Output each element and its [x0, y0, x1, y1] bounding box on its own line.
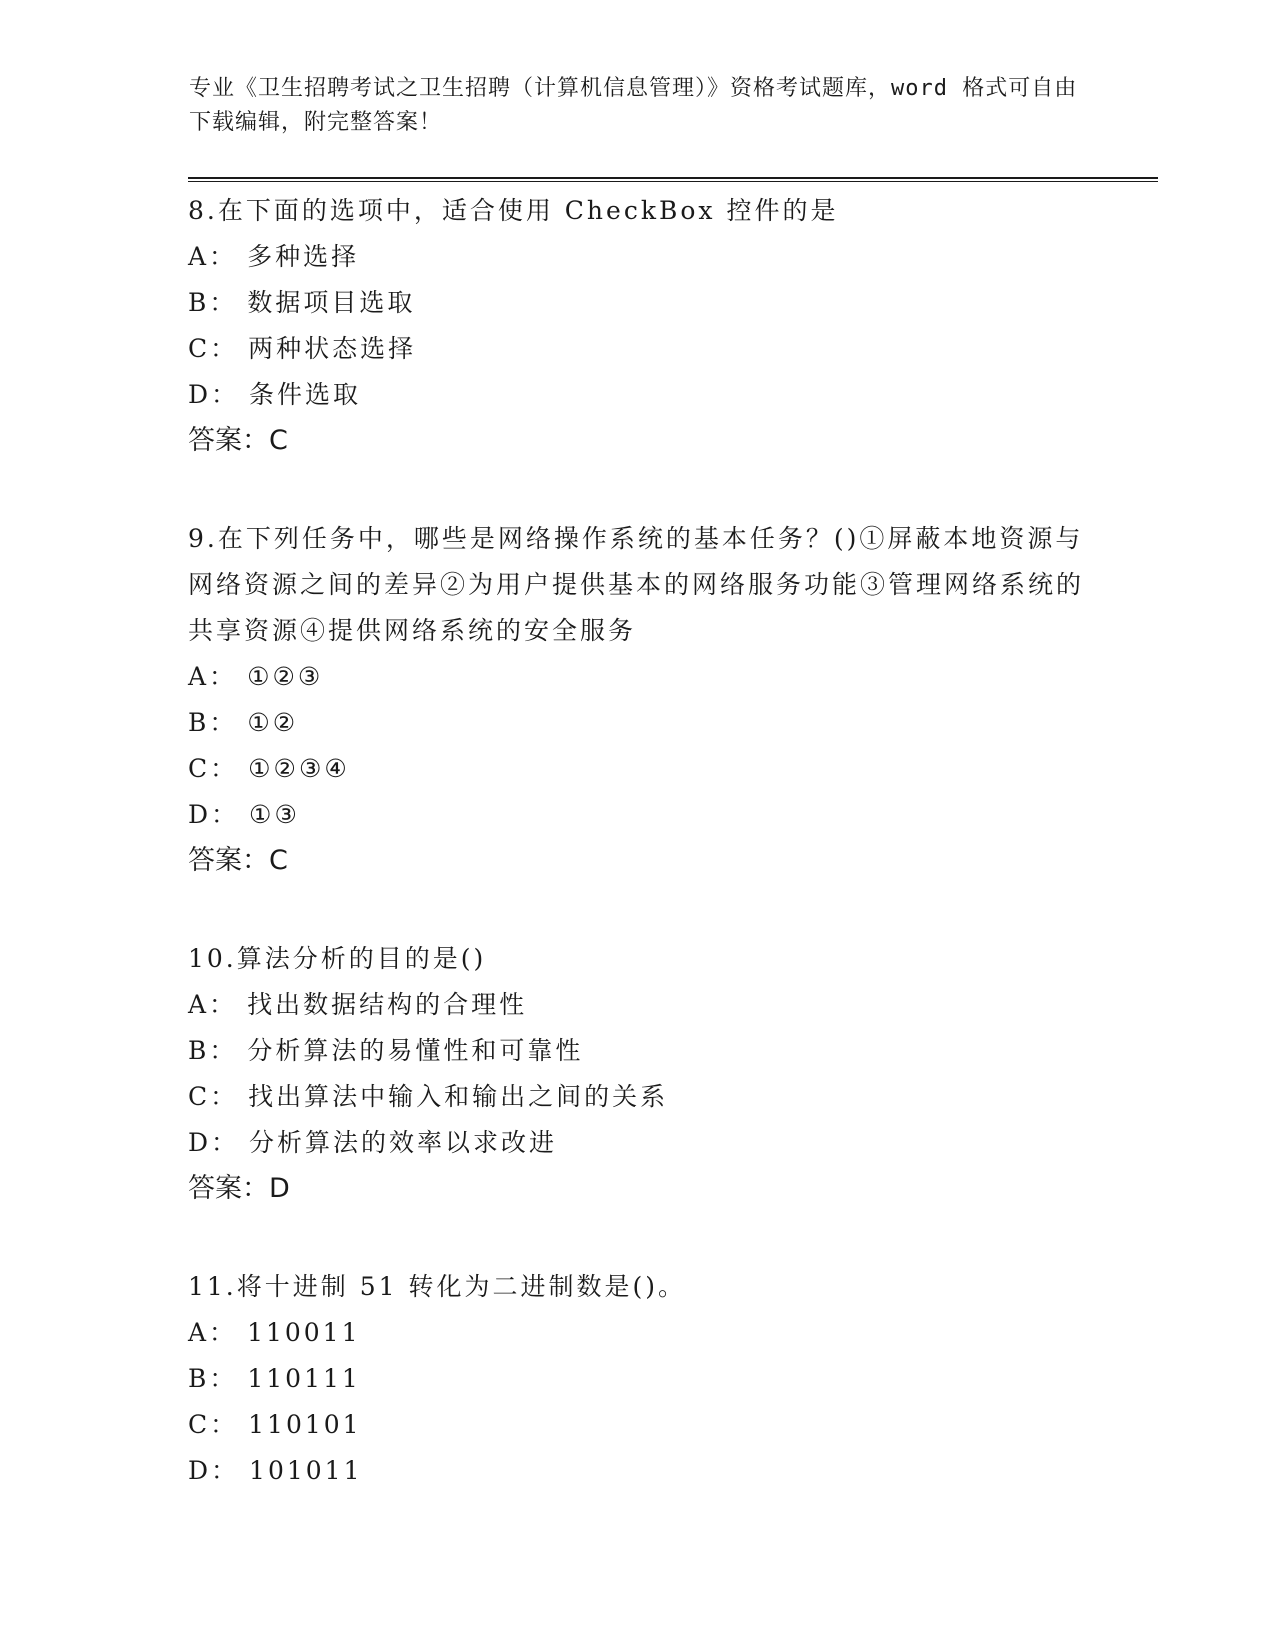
option-key: C：: [188, 334, 239, 363]
option-key: C：: [188, 1082, 239, 1111]
option-key: A：: [188, 242, 238, 271]
question-9: [188, 516, 1088, 884]
option-key: B：: [188, 1036, 238, 1065]
option-key: D：: [188, 1456, 240, 1485]
option-text: ①③: [249, 800, 300, 829]
option-key: A：: [188, 990, 238, 1019]
question-list: [188, 188, 1088, 1546]
option-c: [188, 746, 1088, 792]
question-text: 11.将十进制 51 转化为二进制数是()。: [188, 1272, 686, 1301]
option-c: [188, 1402, 1088, 1448]
question-text: 10.算法分析的目的是(): [188, 944, 487, 973]
question-text: 8.在下面的选项中，适合使用 CheckBox 控件的是: [188, 196, 839, 225]
option-key: D：: [188, 800, 240, 829]
option-text: 两种状态选择: [248, 334, 417, 363]
option-text: 找出算法中输入和输出之间的关系: [248, 1082, 669, 1111]
question-10: [188, 936, 1088, 1212]
question-8: [188, 188, 1088, 464]
option-key: A：: [188, 1318, 238, 1347]
option-key: D：: [188, 380, 240, 409]
option-c: [188, 326, 1088, 372]
question-text: 9.在下列任务中，哪些是网络操作系统的基本任务？()①屏蔽本地资源与网络资源之间的差异②为用户提供基本的网络服务功能③管理网络系统的共享资源④提供网络系统的安全服务: [188, 524, 1085, 645]
option-text: 分析算法的效率以求改进: [249, 1128, 558, 1157]
option-a: [188, 1310, 1088, 1356]
header-divider: [188, 177, 1158, 182]
option-a: [188, 654, 1088, 700]
option-b: [188, 1028, 1088, 1074]
option-text: 多种选择: [247, 242, 360, 271]
option-key: D：: [188, 1128, 240, 1157]
option-d: [188, 792, 1088, 838]
answer-line: 答案：C: [188, 845, 288, 876]
option-c: [188, 1074, 1088, 1120]
option-b: [188, 700, 1088, 746]
option-b: [188, 1356, 1088, 1402]
option-key: C：: [188, 1410, 239, 1439]
option-a: [188, 982, 1088, 1028]
option-text: 数据项目选取: [247, 288, 416, 317]
option-key: B：: [188, 708, 238, 737]
option-text: ①②③④: [248, 754, 350, 783]
option-text: 找出数据结构的合理性: [247, 990, 528, 1019]
answer-line: 答案：C: [188, 425, 288, 456]
option-key: A：: [188, 662, 238, 691]
option-text: ①②③: [247, 662, 324, 691]
option-text: ①②: [247, 708, 299, 737]
option-text: 110011: [247, 1318, 361, 1347]
option-a: [188, 234, 1088, 280]
page-header: 专业《卫生招聘考试之卫生招聘（计算机信息管理）》资格考试题库，word 格式可自由下载编辑，附完整答案！: [189, 76, 1078, 135]
option-key: B：: [188, 288, 238, 317]
option-text: 分析算法的易懂性和可靠性: [247, 1036, 584, 1065]
option-text: 101011: [249, 1456, 363, 1485]
option-key: C：: [188, 754, 239, 783]
option-d: [188, 1120, 1088, 1166]
option-d: [188, 1448, 1088, 1494]
option-b: [188, 280, 1088, 326]
option-d: [188, 372, 1088, 418]
question-11: [188, 1264, 1088, 1494]
option-text: 110101: [248, 1410, 362, 1439]
answer-line: 答案：D: [188, 1173, 290, 1204]
option-key: B：: [188, 1364, 238, 1393]
option-text: 条件选取: [249, 380, 362, 409]
option-text: 110111: [247, 1364, 361, 1393]
